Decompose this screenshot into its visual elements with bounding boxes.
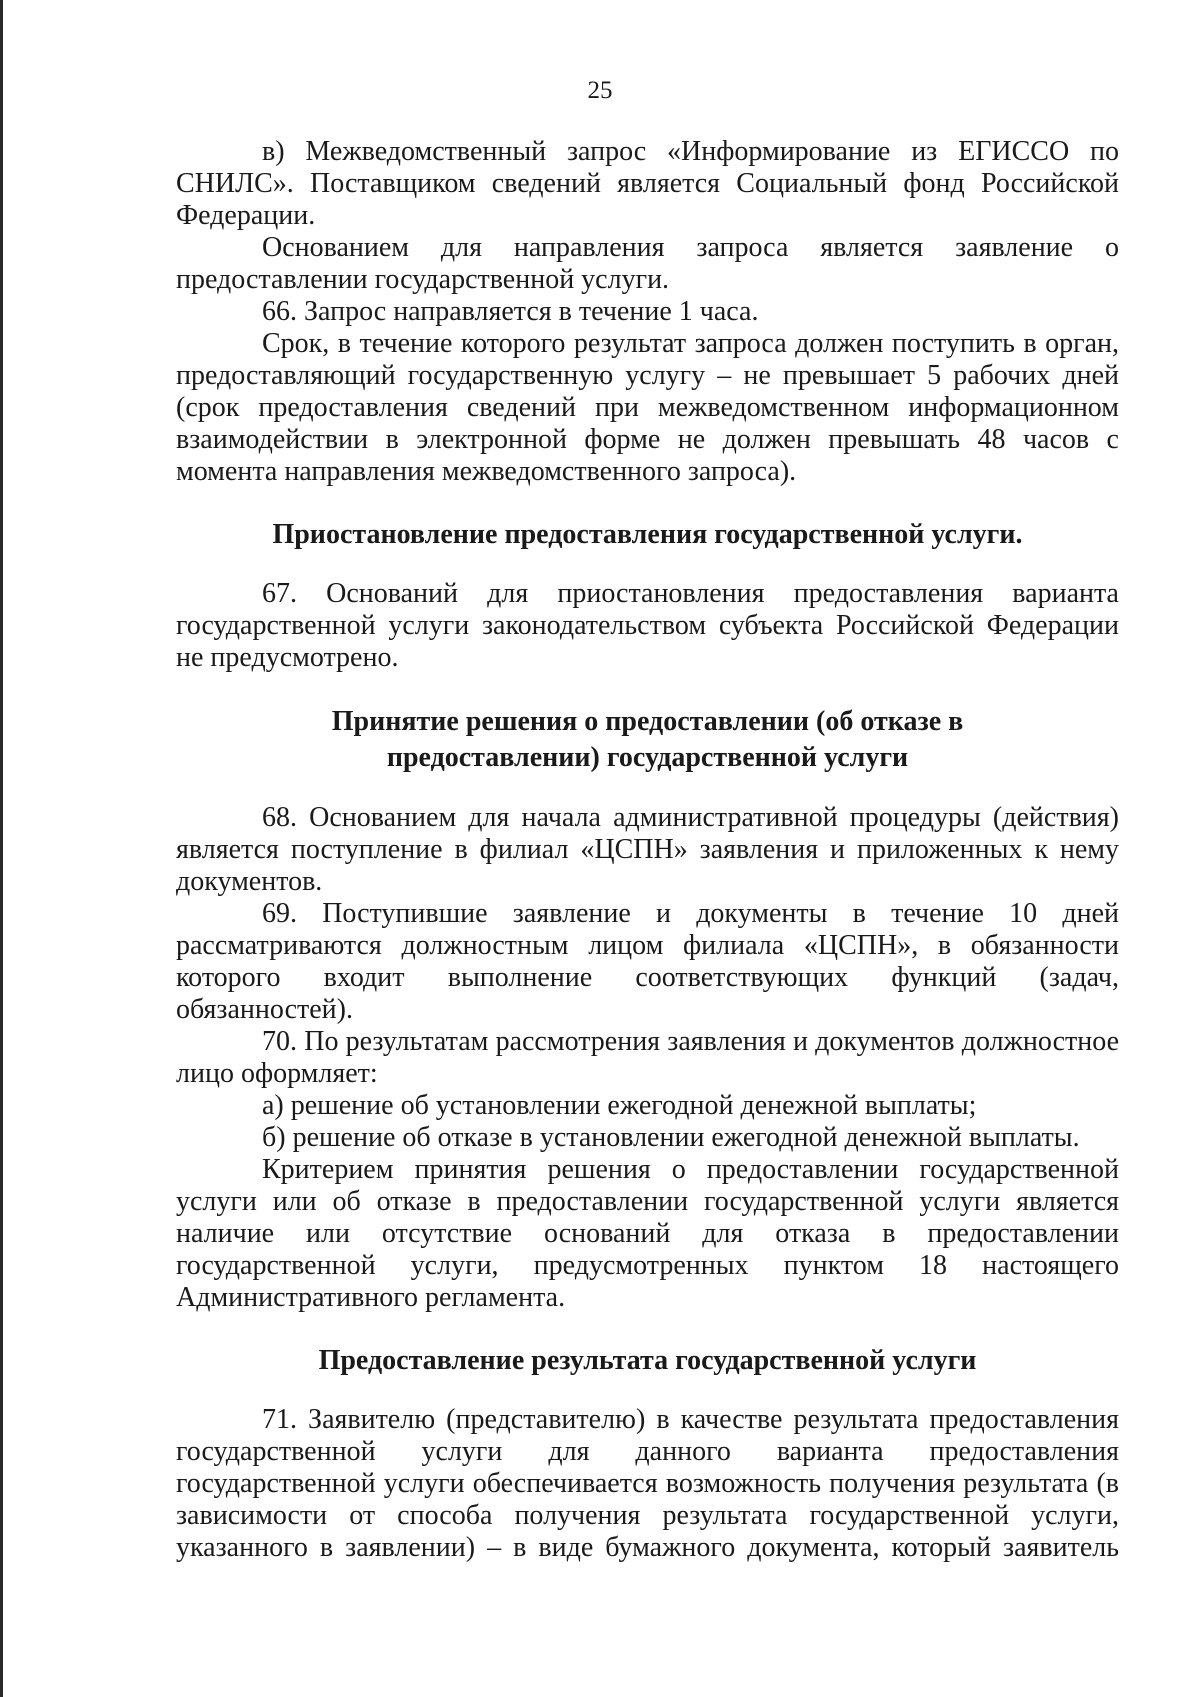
paragraph-70-b: б) решение об отказе в установлении ежегодной денежной выплаты. (262, 1122, 1080, 1153)
paragraph-68: 68. Основанием для начала административной процедуры (действия) является поступление в филиал «ЦСПН» заявления и приложенных к нему документов. (176, 802, 1119, 897)
paragraph-71: 71. Заявителю (представителю) в качестве результата предоставления государственной услуги для данного варианта предоставления государственной услуги обеспечивается возможность получения результата (в зависимости от способа получения результата государственной услуги, указанного в заявлении) – в виде бумажного документа, который заявитель (176, 1404, 1119, 1563)
paragraph-request-deadline: Срок, в течение которого результат запроса должен поступить в орган, предоставляющий государственную услугу – не превышает 5 рабочих дней (срок предоставления сведений при межведомственном информационном взаимодействии в электронной форме не должен превышать 48 часов с момента направления межведомственного запроса). (176, 328, 1119, 487)
document-body (176, 136, 1119, 1564)
section-heading-suspension: Приостановление предоставления государственной услуги. (272, 519, 1023, 550)
paragraph-decision-criterion: Критерием принятия решения о предоставлении государственной услуги или об отказе в предоставлении государственной услуги является наличие или отсутствие оснований для отказа в предоставлении государственной услуги, предусмотренных пунктом 18 настоящего Административного регламента. (176, 1154, 1119, 1313)
paragraph-70: 70. По результатам рассмотрения заявления и документов должностное лицо оформляет: (176, 1026, 1119, 1089)
paragraph-66: 66. Запрос направляется в течение 1 часа. (262, 296, 759, 327)
paragraph-67: 67. Оснований для приостановления предоставления варианта государственной услуги законодательством субъекта Российской Федерации не предусмотрено. (176, 578, 1119, 673)
paragraph-request-basis: Основанием для направления запроса является заявление о предоставлении государственной услуги. (176, 232, 1119, 295)
paragraph-70-a: а) решение об установлении ежегодной денежной выплаты; (262, 1090, 977, 1121)
section-heading-result: Предоставление результата государственной услуги (318, 1345, 977, 1376)
scan-edge (0, 0, 3, 1697)
paragraph-69: 69. Поступившие заявление и документы в течение 10 дней рассматриваются должностным лицом филиала «ЦСПН», в обязанности которого входит выполнение соответствующих функций (задач, обязанностей). (176, 898, 1119, 1025)
section-heading-decision: Принятие решения о предоставлении (об отказе в предоставлении) государственной услуги (331, 706, 964, 773)
paragraph-v-request: в) Межведомственный запрос «Информирование из ЕГИССО по СНИЛС». Поставщиком сведений является Социальный фонд Российской Федерации. (176, 136, 1119, 231)
page-number: 25 (587, 77, 613, 104)
